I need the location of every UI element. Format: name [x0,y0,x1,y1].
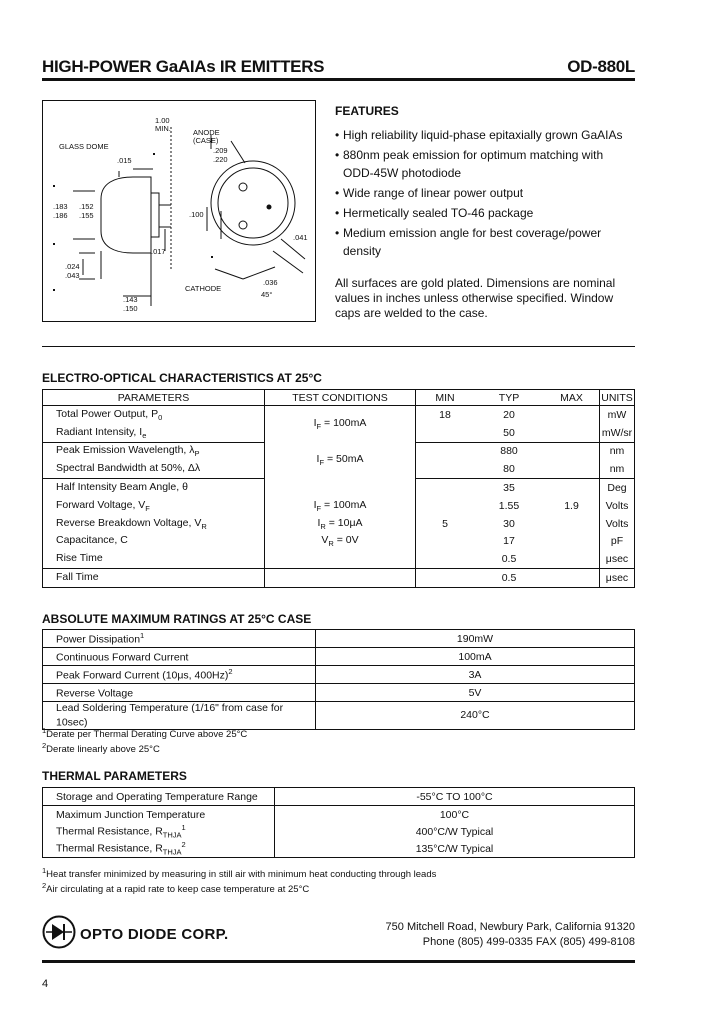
test-condition-cell [265,569,416,588]
table-row [43,840,635,858]
dim-024-label: .024 [65,262,80,271]
param-cell: Peak Forward Current (10μs, 400Hz)$^2$ [43,666,316,684]
min-cell [416,479,475,497]
table-row [43,497,635,515]
unit-cell: Volts [605,499,629,512]
dim-017-label: .017 [151,247,166,256]
test-condition-cell: $V_R = 0V$ [265,533,416,551]
unit-cell: nm [600,460,635,478]
table-row [43,533,635,551]
value-cell: 240°C [460,709,490,722]
param-cell: Reverse Voltage [43,684,316,702]
param-cell: Spectral Bandwidth at 50%, Δλ [43,460,265,478]
page-number: 4 [42,978,49,990]
value-cell: -55°C TO 100°C [275,788,635,806]
column-header: MAX [544,390,600,406]
typ-cell: 20 [503,408,515,421]
typ-cell: 17 [503,535,515,548]
value-cell: 5V [316,684,635,702]
typ-cell: 30 [503,517,515,530]
company-name: OPTO DIODE CORP. [80,926,229,943]
param-cell: Reverse Breakdown Voltage, $V_R$ [43,515,265,533]
feature-item: • High reliability liquid-phase epitaxially grown GaAIAs [335,126,635,144]
min-cell [416,550,475,568]
param-cell: Thermal Resistance, $R_{THJA}^2$ [43,840,275,858]
footnote: $^1$Heat transfer minimized by measuring in still air with minimum heat conducting through leads [42,866,437,881]
features-list [335,126,635,262]
features-heading: FEATURES [335,104,399,118]
value-cell: 100°C [439,808,470,821]
dim-150-label: .150 [123,304,138,313]
column-header: TEST CONDITIONS [265,390,416,406]
typ-cell: 35 [503,482,515,495]
max-cell [544,479,600,497]
param-cell: Storage and Operating Temperature Range [43,788,275,806]
unit-cell: pF [610,535,624,548]
table-row [43,806,635,824]
opto-diode-logo-icon [42,915,76,949]
dim-220-label: .220 [213,155,228,164]
column-header: UNITS [601,391,633,404]
thermal-table [42,787,635,858]
param-cell: Rise Time [43,550,265,568]
max-cell [544,442,600,460]
table-row [43,788,635,806]
typ-cell: 50 [474,424,544,442]
max-cell [544,424,600,442]
test-condition-cell: $I_F = 100mA$ [265,406,416,443]
max-cell [544,460,600,478]
typ-cell: 0.5 [474,550,544,568]
header-rule [42,78,635,81]
value-cell: 3A [316,666,635,684]
feature-item: • Hermetically sealed TO-46 package [335,204,635,222]
feature-item: • 880nm peak emission for optimum matching with ODD-45W photodiode [335,146,635,182]
value-cell: 135°C/W Typical [415,842,494,855]
part-number: OD-880L [567,57,635,76]
param-cell: Continuous Forward Current [43,648,316,666]
anode-label: ANODE (CASE) [193,128,220,145]
address-line: 750 Mitchell Road, Newbury Park, California 91320 [385,921,635,933]
unit-cell: mW [607,408,627,421]
min-cell [416,533,475,551]
param-cell: Radiant Intensity, $I_e$ [43,424,265,442]
test-condition-cell: $I_F = 50mA$ [265,442,416,479]
phone-line: Phone (805) 499-0335 FAX (805) 499-8108 [422,936,635,948]
column-header: TYP [474,390,544,406]
cathode-label: CATHODE [185,284,222,293]
document-title: HIGH-POWER GaAIAs IR EMITTERS [42,57,325,76]
table-row [43,666,635,684]
section-divider [42,346,635,347]
param-cell: Lead Soldering Temperature (1/16" from case for 10sec) [43,702,316,730]
unit-cell: μsec [600,550,635,568]
dim-036-label: .036 [263,278,278,287]
footer-rule [42,960,635,963]
typ-cell: 1.55 [498,499,520,512]
dim-041-label: .041 [293,233,308,242]
feature-item: • Medium emission angle for best coverage/power density [335,224,635,260]
param-cell: Peak Emission Wavelength, $\lambda_P$ [43,442,265,460]
min-length-label: 1.00 MIN. [155,116,171,133]
min-cell [416,460,475,478]
electro-optical-heading: ELECTRO-OPTICAL CHARACTERISTICS AT 25°C [42,371,322,385]
max-cell [544,515,600,533]
table-row [43,648,635,666]
param-cell: Maximum Junction Temperature [43,806,275,824]
param-cell: Half Intensity Beam Angle, θ [43,479,265,497]
table-row [43,630,635,648]
typ-cell: 0.5 [501,572,517,585]
max-cell [544,550,600,568]
company-address [386,920,635,950]
dim-152-label: .152 [79,202,94,211]
abs-max-table [42,629,635,730]
value-cell: 190mW [316,630,635,648]
unit-cell: mW/sr [600,424,635,442]
table-row [43,823,635,840]
footnote: $^2$Derate linearly above 25°C [42,741,160,756]
unit-cell: μsec [605,572,629,585]
min-cell [416,424,475,442]
footnote: $^2$Air circulating at a rapid rate to keep case temperature at 25°C [42,881,310,896]
param-cell: Power Dissipation$^1$ [43,630,316,648]
thermal-heading: THERMAL PARAMETERS [42,769,187,783]
test-condition-cell [265,550,416,568]
test-condition-cell [265,479,416,497]
dim-183-label: .183 [53,202,68,211]
thermal-footnotes [42,865,436,895]
test-condition-cell: $I_R = 10\mu A$ [265,515,416,533]
min-cell [416,569,475,588]
dim-015-label: .015 [117,156,132,165]
footnote: $^1$Derate per Thermal Derating Curve above 25°C [42,726,248,741]
table-row [43,515,635,533]
glass-dome-label: GLASS DOME [59,142,109,151]
dim-100-label: .100 [189,210,204,219]
test-condition-cell: $I_F = 100mA$ [265,497,416,515]
min-cell [416,497,475,515]
param-cell: Thermal Resistance, $R_{THJA}^1$ [43,823,275,840]
unit-cell: Volts [605,517,629,530]
dim-043-label: .043 [65,271,80,280]
param-cell: Forward Voltage, $V_F$ [43,497,265,515]
package-diagram [42,100,316,322]
abs-max-heading: ABSOLUTE MAXIMUM RATINGS AT 25°C CASE [42,612,312,626]
min-cell [416,442,475,460]
table-row [43,479,635,497]
angle-45-label: 45° [261,290,273,299]
param-cell: Total Power Output, $P_0$ [43,406,265,424]
table-row [43,684,635,702]
param-cell: Fall Time [43,569,265,588]
column-header: MIN [416,390,475,406]
table-row [43,406,635,424]
dim-186-label: .186 [53,211,68,220]
max-cell [544,406,600,424]
dim-155-label: .155 [79,211,94,220]
unit-cell: nm [609,445,625,458]
electro-optical-table [42,389,635,588]
unit-cell: Deg [607,482,627,495]
param-cell: Capacitance, C [43,533,265,551]
dim-209-label: .209 [213,146,228,155]
dim-143-label: .143 [123,295,138,304]
column-header: PARAMETERS [43,390,265,406]
value-cell: 400°C/W Typical [415,825,494,838]
table-header-row [43,390,635,406]
typ-cell: 880 [500,445,518,458]
min-cell: 18 [439,408,451,421]
table-row [43,442,635,460]
table-row [43,569,635,588]
typ-cell: 80 [474,460,544,478]
max-cell [544,533,600,551]
value-cell: 100mA [316,648,635,666]
min-cell: 5 [442,517,448,530]
features-note: All surfaces are gold plated. Dimensions are nominal values in inches unless otherwise specified. Window caps are welded to the case. [335,276,616,320]
abs-max-footnotes [42,725,247,755]
table-row [43,550,635,568]
max-cell: 1.9 [544,497,600,515]
feature-item: • Wide range of linear power output [335,184,635,202]
max-cell [544,569,600,588]
